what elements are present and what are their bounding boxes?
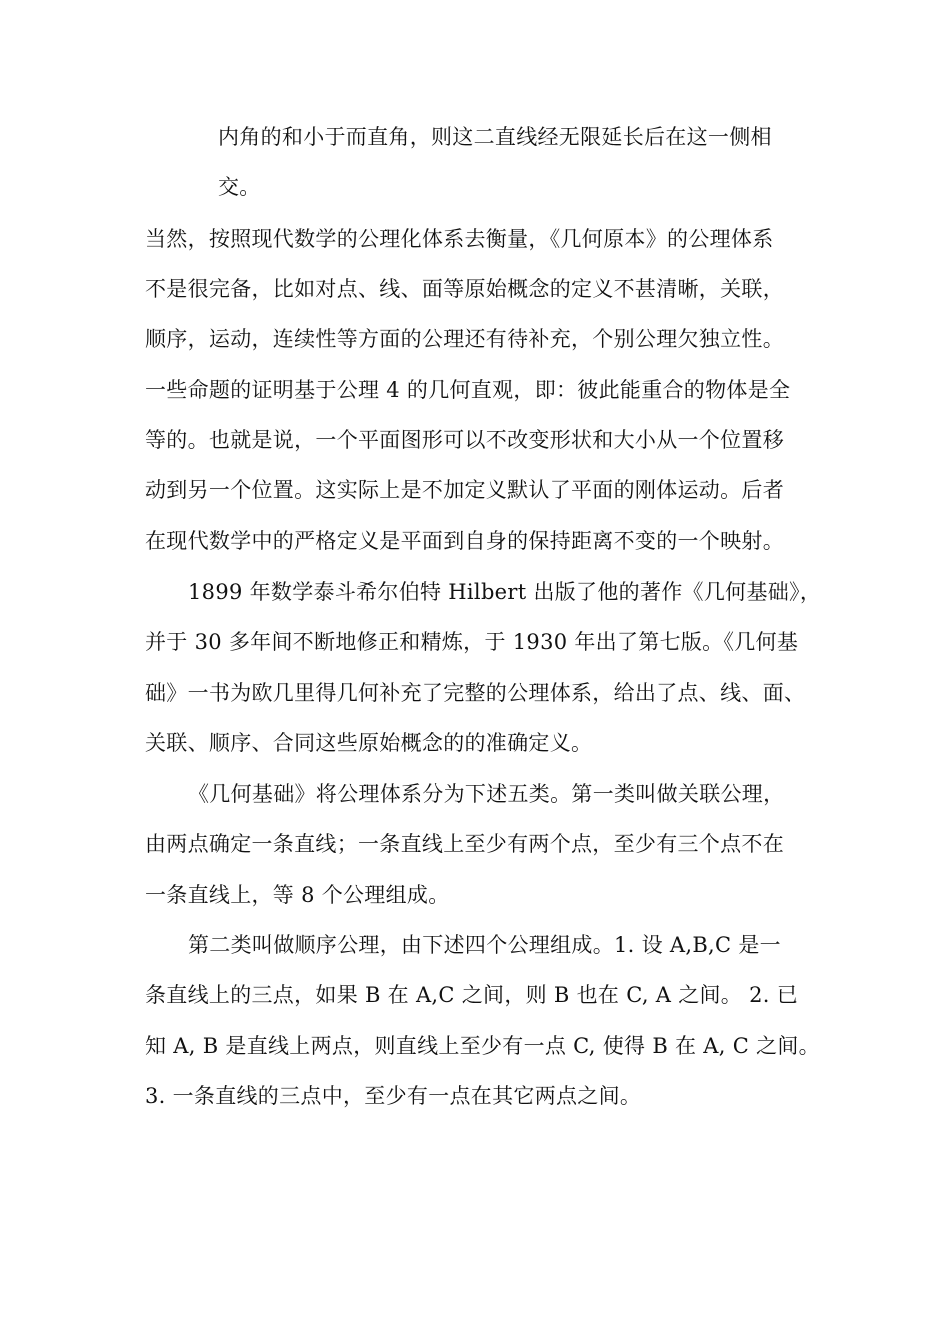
paragraph-2-line-1: 1899 年数学泰斗希尔伯特 Hilbert 出版了他的著作《几何基础》，: [188, 580, 822, 604]
quote-line-2: 交。: [218, 175, 261, 199]
quote-line-1: 内角的和小于而直角，则这二直线经无限延长后在这一侧相: [218, 125, 772, 149]
paragraph-3-line-1: 《几何基础》将公理体系分为下述五类。第一类叫做关联公理，: [188, 782, 785, 806]
paragraph-2-line-3: 础》一书为欧几里得几何补充了完整的公理体系，给出了点、线、面、: [145, 681, 806, 705]
paragraph-4-line-1: 第二类叫做顺序公理，由下述四个公理组成。1. 设 A,B,C 是一: [188, 933, 781, 957]
paragraph-4-line-3: 知 A, B 是直线上两点，则直线上至少有一点 C, 使得 B 在 A, C 之间。: [145, 1034, 820, 1058]
paragraph-1-line-3: 顺序，运动，连续性等方面的公理还有待补充，个别公理欠独立性。: [145, 327, 784, 351]
paragraph-2-line-2: 并于 30 多年间不断地修正和精炼，于 1930 年出了第七版。《几何基: [145, 630, 799, 654]
paragraph-4-line-4: 3. 一条直线的三点中，至少有一点在其它两点之间。: [145, 1084, 642, 1108]
paragraph-3-line-3: 一条直线上，等 8 个公理组成。: [145, 883, 450, 907]
paragraph-2-line-4: 关联、顺序、合同这些原始概念的的准确定义。: [145, 731, 593, 755]
paragraph-1-line-1: 当然，按照现代数学的公理化体系去衡量，《几何原本》的公理体系: [145, 227, 774, 251]
paragraph-1-line-2: 不是很完备，比如对点、线、面等原始概念的定义不甚清晰，关联，: [145, 277, 784, 301]
paragraph-1-line-6: 动到另一个位置。这实际上是不加定义默认了平面的刚体运动。后者: [145, 478, 784, 502]
paragraph-1-line-7: 在现代数学中的严格定义是平面到自身的保持距离不变的一个映射。: [145, 529, 784, 553]
paragraph-1-line-5: 等的。也就是说，一个平面图形可以不改变形状和大小从一个位置移: [145, 428, 784, 452]
paragraph-4-line-2: 条直线上的三点，如果 B 在 A,C 之间，则 B 也在 C, A 之间。 2. 已: [145, 983, 798, 1007]
paragraph-3-line-2: 由两点确定一条直线；一条直线上至少有两个点，至少有三个点不在: [145, 832, 784, 856]
paragraph-1-line-4: 一些命题的证明基于公理 4 的几何直观，即：彼此能重合的物体是全: [145, 378, 791, 402]
